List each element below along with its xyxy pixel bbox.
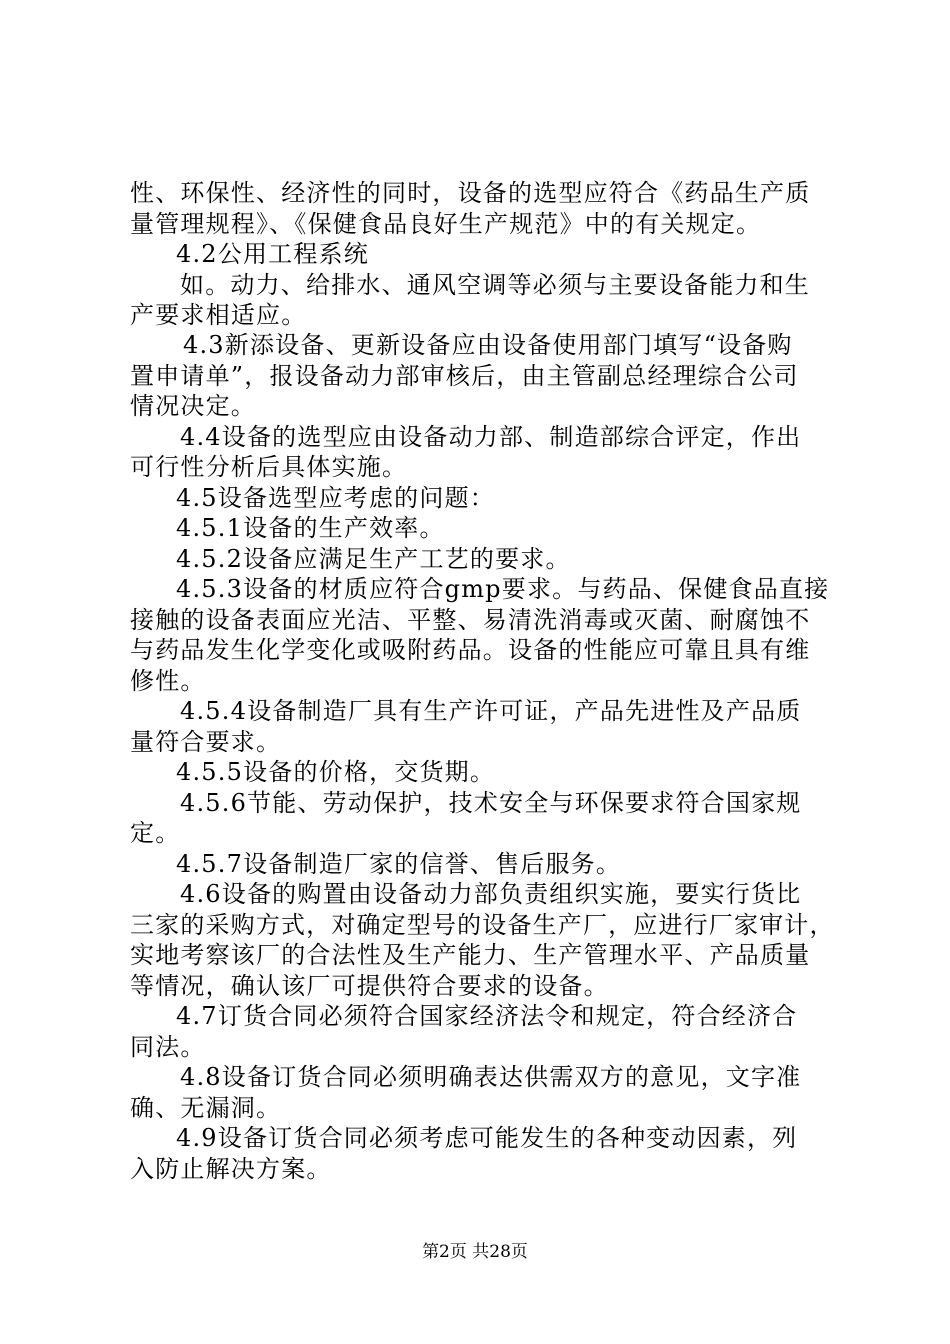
text-line: 实地考察该厂的合法性及生产能力、生产管理水平、产品质量 <box>130 941 811 969</box>
text-line: 定。 <box>130 819 181 847</box>
text-line: 4.4设备的选型应由设备动力部、制造部综合评定，作出 <box>180 423 802 451</box>
text-line: 置申请单”，报设备动力部审核后，由主管副总经理综合公司 <box>130 362 799 390</box>
text-line: 4.5.3设备的材质应符合gmp要求。与药品、保健食品直接 <box>176 575 830 603</box>
text-line: 等情况，确认该厂可提供符合要求的设备。 <box>130 972 609 1000</box>
text-line: 入防止解决方案。 <box>130 1155 332 1183</box>
text-line: 接触的设备表面应光洁、平整、易清洗消毒或灭菌、耐腐蚀不 <box>130 606 811 634</box>
text-line: 可行性分析后具体实施。 <box>130 453 408 481</box>
text-line: 量符合要求。 <box>130 728 282 756</box>
section-heading: 4.2公用工程系统 <box>176 240 369 268</box>
text-line: 三家的采购方式，对确定型号的设备生产厂，应进行厂家审计， <box>130 911 835 939</box>
text-line: 与药品发生化学变化或吸附药品。设备的性能应可靠且具有维 <box>130 636 811 664</box>
text-line: 4.9设备订货合同必须考虑可能发生的各种变动因素，列 <box>176 1124 798 1152</box>
text-line: 4.5.6节能、劳动保护，技术安全与环保要求符合国家规 <box>180 789 802 817</box>
text-line: 修性。 <box>130 667 206 695</box>
text-line: 4.5.2设备应满足生产工艺的要求。 <box>176 545 571 573</box>
text-line: 同法。 <box>130 1033 206 1061</box>
text-line: 4.8设备订货合同必须明确表达供需双方的意见，文字准 <box>180 1063 802 1091</box>
text-line: 4.5.5设备的价格，交货期。 <box>176 758 496 786</box>
text-line: 4.3新添设备、更新设备应由设备使用部门填写“设备购 <box>183 331 793 359</box>
text-line: 确、无漏洞。 <box>130 1094 282 1122</box>
text-line: 性、环保性、经济性的同时，设备的选型应符合《药品生产质 <box>130 179 811 207</box>
text-line: 4.5设备选型应考虑的问题： <box>176 484 495 512</box>
text-line: 量管理规程》、《保健食品良好生产规范》中的有关规定。 <box>130 210 762 238</box>
text-line: 产要求相适应。 <box>130 301 307 329</box>
text-line: 4.6设备的购置由设备动力部负责组织实施，要实行货比 <box>180 880 802 908</box>
text-line: 4.5.7设备制造厂家的信誉、售后服务。 <box>176 850 622 878</box>
text-line: 4.5.1设备的生产效率。 <box>176 514 445 542</box>
text-line: 4.7订货合同必须符合国家经济法令和规定，符合经济合 <box>176 1002 798 1030</box>
text-line: 情况决定。 <box>130 392 256 420</box>
page-footer: 第2页 共28页 <box>422 1242 528 1262</box>
text-line: 如。动力、给排水、通风空调等必须与主要设备能力和生 <box>180 271 810 299</box>
text-line: 4.5.4设备制造厂具有生产许可证，产品先进性及产品质 <box>180 697 802 725</box>
